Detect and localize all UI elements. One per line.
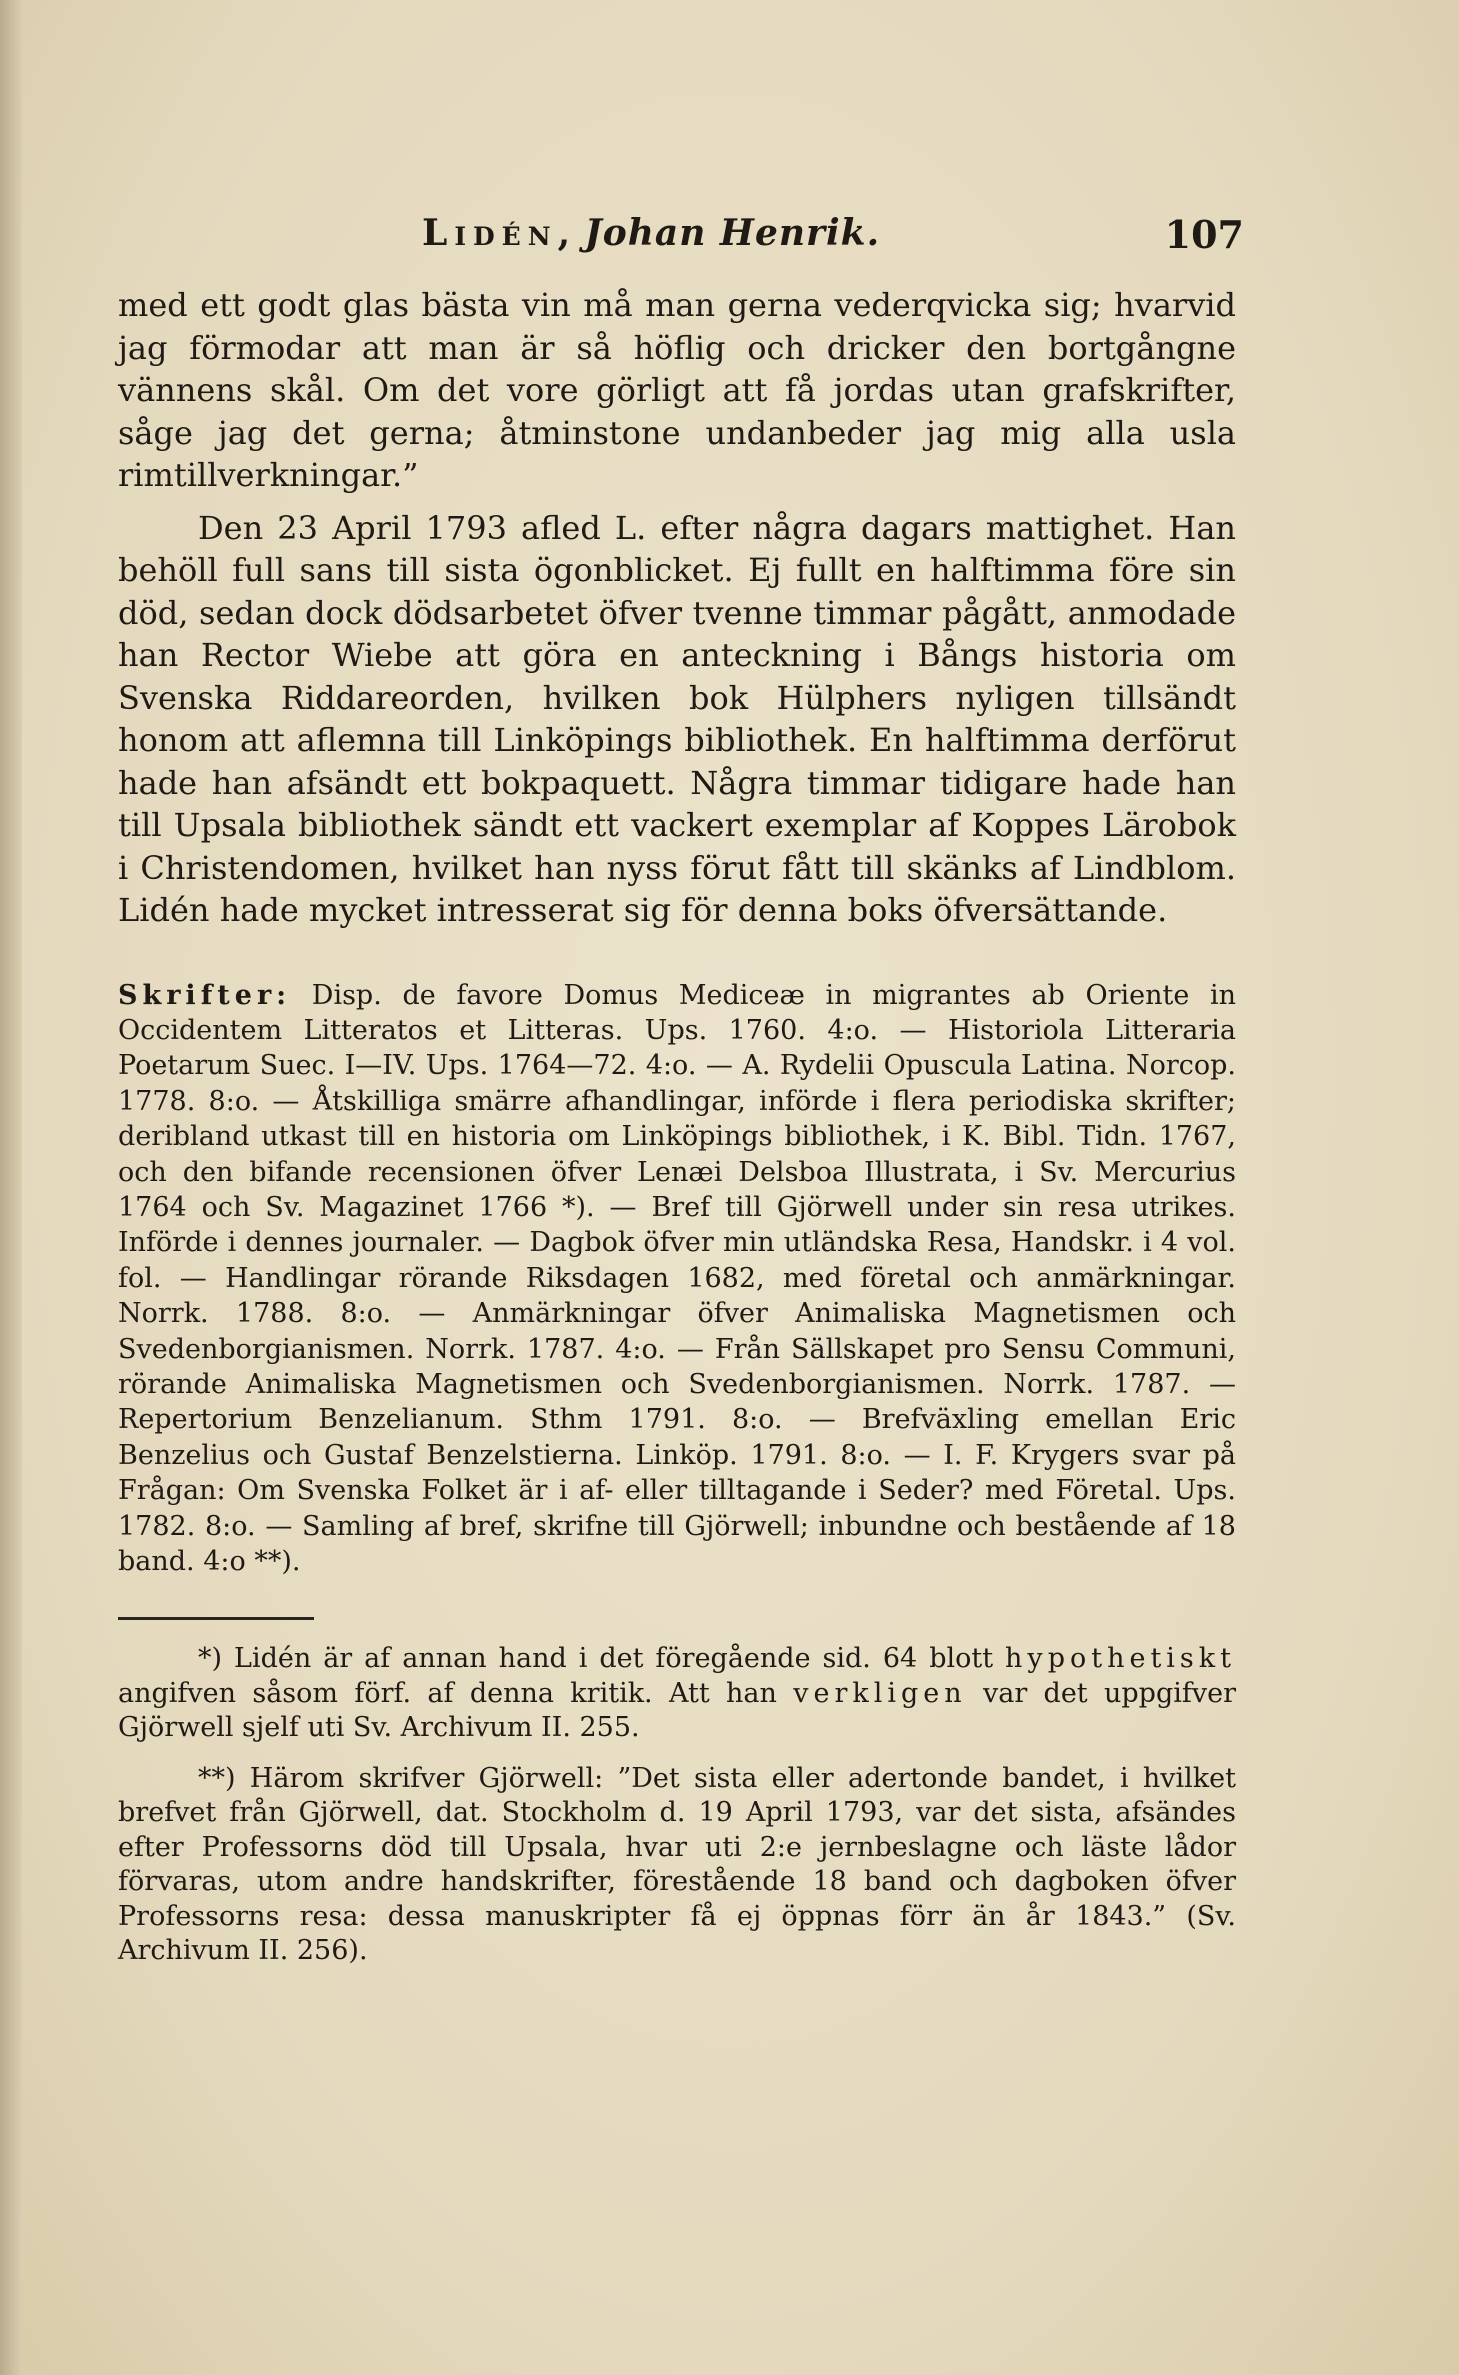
footnote-2: **) Härom skrifver Gjörwell: ”Det sista eller adertonde bandet, i hvilket brefvet från Gjörwell, dat. Stockholm d. 19 April 1793, var det sista, afsändes efter Professorns död till Upsala, hvar uti 2:e jernbeslagne och läste lådor förvaras, utom andre handskrifter, förestående 18 band och dagboken öfver Professorns resa: dessa manuskripter få ej öppnas förr än år 1843.” (Sv. Archivum II. 256). — [118, 1762, 1236, 1967]
paragraph-continuation: med ett godt glas bästa vin må man gerna vederqvicka sig; hvarvid jag förmodar att man är så höflig och dricker den bortgångne vännens skål. Om det vore görligt att få jordas utan grafskrifter, såge jag det gerna; åtminstone undanbeder jag mig alla usla rimtillverkningar.” — [118, 286, 1236, 494]
writings-paragraph — [118, 978, 1236, 1580]
page-spine-shadow — [0, 0, 22, 2375]
writings-list — [118, 978, 1236, 1580]
footnote-1 — [118, 1642, 1236, 1746]
footnote-divider — [118, 1617, 314, 1620]
main-text — [118, 284, 1236, 932]
given-names: Johan Henrik. — [584, 212, 881, 254]
running-header — [118, 212, 1244, 262]
footnotes — [118, 1642, 1236, 1969]
footnote-1-part: var det uppgifver Gjörwell sjelf uti Sv. Archivum II. 255. — [118, 1677, 1236, 1744]
footnote-1-spaced-word: hypothetiskt — [1005, 1643, 1236, 1675]
surname: Lidén — [422, 212, 558, 254]
running-title: Lidén, Johan Henrik. — [422, 212, 881, 254]
footnote-1-part: angifven såsom förf. af denna kritik. Att han — [118, 1677, 794, 1709]
footnote-1-part: *) Lidén är af annan hand i det föregående sid. 64 blott — [198, 1643, 1006, 1675]
writings-text: Disp. de favore Domus Mediceæ in migrantes ab Oriente in Occidentem Litteratos et Litteras. Ups. 1760. 4:o. — Historiola Litteraria Poetarum Suec. I—IV. Ups. 1764—72. 4:o. — A. Rydelii Opuscula Latina. Norcop. 1778. 8:o. — Åtskilliga smärre afhandlingar, införde i flera periodiska skrifter; deribland utkast till en historia om Linköpings bibliothek, i K. Bibl. Tidn. 1767, och den bifande recensionen öfver Lenæi Delsboa Illustrata, i Sv. Mercurius 1764 och Sv. Magazinet 1766 *). — Bref till Gjörwell under sin resa utrikes. Införde i dennes journaler. — Dagbok öfver min utländska Resa, Handskr. i 4 vol. fol. — Handlingar rörande Riksdagen 1682, med företal och anmärkningar. Norrk. 1788. 8:o. — Anmärkningar öfver Animaliska Magnetismen och Svedenborgianismen. Norrk. 1787. 4:o. — Från Sällskapet pro Sensu Communi, rörande Animaliska Magnetismen och Svedenborgianismen. Norrk. 1787. — Repertorium Benzelianum. Sthm 1791. 8:o. — Brefväxling emellan Eric Benzelius och Gustaf Benzelstierna. Linköp. 1791. 8:o. — I. F. Krygers svar på Frågan: Om Svenska Folket är i af- eller tilltagande i Seder? med Företal. Ups. 1782. 8:o. — Samling af bref, skrifne till Gjörwell; inbundne och bestående af 18 band. 4:o **). — [118, 979, 1236, 1577]
page-content — [118, 212, 1244, 1969]
paragraph-death: Den 23 April 1793 afled L. efter några dagars mattighet. Han behöll full sans till sista ögonblicket. Ej fullt en halftimma före sin död, sedan dock dödsarbetet öfver tvenne timmar pågått, anmodade han Rector Wiebe att göra en anteckning i Bångs historia om Svenska Riddareorden, hvilken bok Hülphers nyligen tillsändt honom att aflemna till Linköpings bibliothek. En halftimma derförut hade han afsändt ett bokpaquett. Några timmar tidigare hade han till Upsala bibliothek sändt ett vackert exemplar af Koppes Lärobok i Christendomen, hvilket han nyss förut fått till skänks af Lindblom. Lidén hade mycket intresserat sig för denna boks öfversättande. — [118, 508, 1236, 929]
page-number: 107 — [1164, 212, 1244, 257]
footnote-1-spaced-word: verkligen — [793, 1677, 967, 1709]
writings-label: Skrifter: — [118, 979, 292, 1011]
